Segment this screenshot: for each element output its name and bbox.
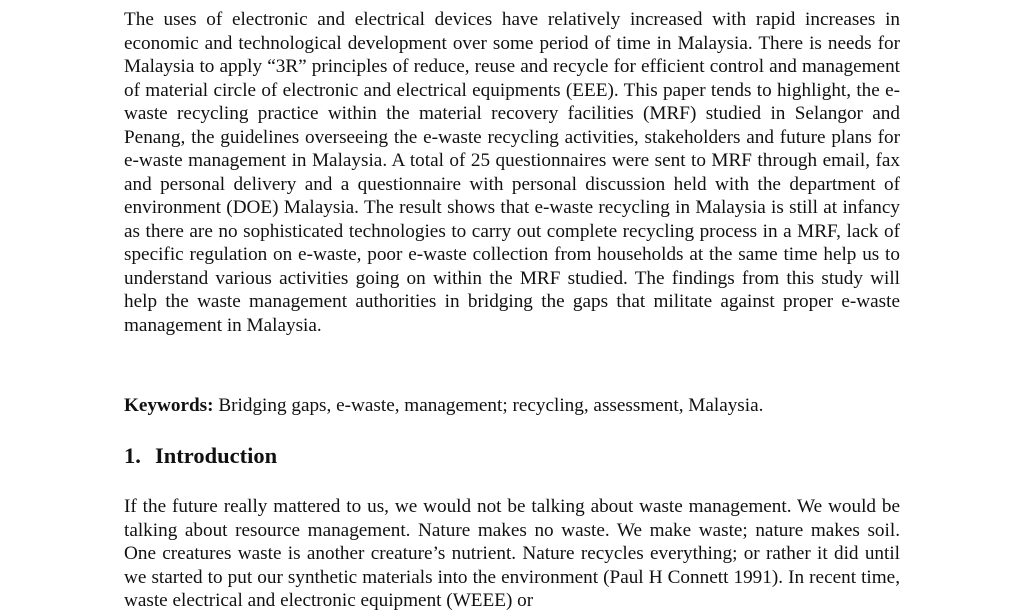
keywords-line [124, 394, 900, 418]
keywords-text: Bridging gaps, e-waste, management; recycling, assessment, Malaysia. [213, 395, 764, 416]
paper-page [124, 8, 900, 611]
section-number: 1. [124, 443, 141, 468]
introduction-paragraph: If the future really mattered to us, we would not be talking about waste management. We would be talking about resource management. Nature makes no waste. We make waste; nature makes soil. One creatures waste is another creature’s nutrient. Nature recycles everything; or rather it did until we started to put our synthetic materials into the environment (Paul H Connett 1991). In recent time, waste electrical and electronic equipment (WEEE) or [124, 496, 900, 611]
keywords-label: Keywords: [124, 395, 214, 416]
section-title: Introduction [155, 443, 278, 468]
abstract-paragraph: The uses of electronic and electrical devices have relatively increased with rapid increases in economic and technological development over some period of time in Malaysia. There is needs for Malaysia to apply “3R” principles of reduce, reuse and recycle for efficient control and management of material circle of electronic and electrical equipments (EEE). This paper tends to highlight, the e-waste recycling practice within the material recovery facilities (MRF) studied in Selangor and Penang, the guidelines overseeing the e-waste recycling activities, stakeholders and future plans for e-waste management in Malaysia. A total of 25 questionnaires were sent to MRF through email, fax and personal delivery and a questionnaire with personal discussion held with the department of environment (DOE) Malaysia. The result shows that e-waste recycling in Malaysia is still at infancy as there are no sophisticated technologies to carry out complete recycling process in a MRF, lack of specific regulation on e-waste, poor e-waste collection from households at the same time help us to understand various activities going on within the MRF studied. The findings from this study will help the waste management authorities in bridging the gaps that militate against proper e-waste management in Malaysia. [124, 9, 900, 336]
section-heading [124, 442, 277, 470]
